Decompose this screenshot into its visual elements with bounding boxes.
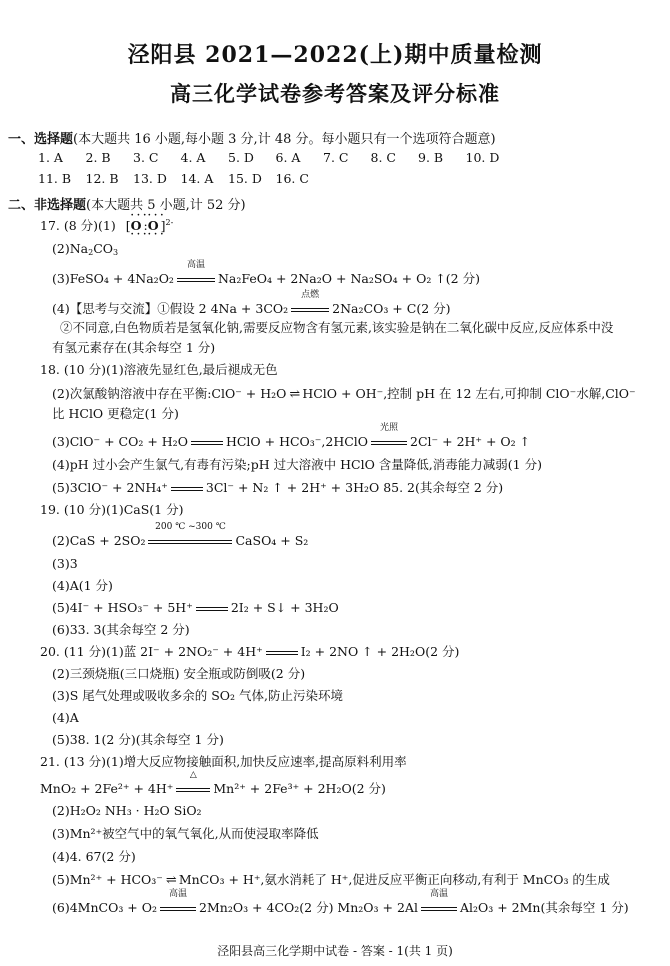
mc-answers-row-1 [38, 150, 513, 165]
q19-line-3: (3)3 [52, 556, 78, 571]
page-footer: 泾阳县高三化学期中试卷 - 答案 - 1(共 1 页) [217, 944, 453, 958]
q20-line-1: 20. (11 分)(1)蓝 2I⁻ + 2NO₂⁻ + 4H⁺ I₂ + 2NO ↑ + 2H₂O(2 分) [40, 644, 460, 659]
q21-line-1: 21. (13 分)(1)增大反应物接触面积,加快反应速率,提高原料利用率 [40, 754, 407, 769]
equilibrium-arrow: ⇌ [289, 387, 300, 402]
mc-answer: 7. C [323, 150, 349, 165]
mc-answer: 16. C [275, 171, 309, 186]
reaction-condition: 点燃 [291, 301, 329, 317]
mc-answer: 4. A [180, 150, 206, 165]
mc-answer: 1. A [38, 150, 63, 165]
mc-answers-row-2 [38, 171, 323, 186]
q21-line-7: (6)4MnCO₃ + O₂ 高温 2Mn₂O₃ + 4CO₂(2 分) Mn₂O₃ + 2Al 高温 Al₂O₃ + 2Mn(其余每空 1 分) [52, 889, 629, 915]
mc-answer: 6. A [275, 150, 301, 165]
q20-line-5: (5)38. 1(2 分)(其余每空 1 分) [52, 732, 224, 747]
q18-line-2: (2)次氯酸钠溶液中存在平衡:ClO⁻ + H₂O ⇌ HClO + OH⁻,控制 pH 在 12 左右,可抑制 ClO⁻水解,ClO⁻ [52, 386, 636, 402]
q19-line-4: (4)A(1 分) [52, 578, 113, 593]
q21-line-3: (2)H₂O₂ NH₃ · H₂O SiO₂ [52, 803, 202, 818]
reaction-condition: 高温 [421, 900, 457, 916]
q18-line-1: 18. (10 分)(1)溶液先显红色,最后褪成无色 [40, 362, 278, 377]
q19-line-2: (2)CaS + 2SO₂ 200 ℃ ~300 ℃ CaSO₄ + S₂ [52, 522, 309, 548]
reaction-condition: 200 ℃ ~300 ℃ [148, 533, 232, 549]
mc-answer: 14. A [180, 171, 214, 186]
mc-answer: 9. B [418, 150, 444, 165]
exam-title: 泾阳县 2021—2022(上)期中质量检测 [127, 42, 543, 68]
mc-answer: 8. C [370, 150, 396, 165]
q18-line-4: (3)ClO⁻ + CO₂ + H₂O HClO + HCO₃⁻,2HClO 光照 2Cl⁻ + 2H⁺ + O₂ ↑ [52, 423, 531, 449]
q19-line-6: (6)33. 3(其余每空 2 分) [52, 622, 190, 637]
q18-line-6: (5)3ClO⁻ + 2NH₄⁺ 3Cl⁻ + N₂ ↑ + 2H⁺ + 3H₂O 85. 2(其余每空 2 分) [52, 480, 504, 495]
mc-answer: 3. C [133, 150, 159, 165]
mc-answer: 15. D [228, 171, 262, 186]
reaction-condition: 光照 [371, 434, 407, 450]
q20-line-2: (2)三颈烧瓶(三口烧瓶) 安全瓶或防倒吸(2 分) [52, 666, 306, 681]
equilibrium-arrow: ⇌ [165, 873, 176, 888]
answer-key-title: 高三化学试卷参考答案及评分标准 [170, 81, 500, 106]
mc-answer: 11. B [38, 171, 72, 186]
reaction-condition: 高温 [177, 271, 215, 287]
q17-line-6: 有氢元素存在(其余每空 1 分) [52, 340, 216, 355]
section-2-desc: (本大题共 5 小题,计 52 分) [86, 198, 246, 213]
peroxide-formula: [· · · O · · ·:· · · O · · ·]$^{2-}$ [126, 218, 174, 233]
q19-line-1: 19. (10 分)(1)CaS(1 分) [40, 502, 184, 517]
q21-line-6: (5)Mn²⁺ + HCO₃⁻ ⇌ MnCO₃ + H⁺,氨水消耗了 H⁺,促进反应平衡正向移动,有利于 MnCO₃ 的生成 [52, 872, 610, 888]
q21-line-5: (4)4. 67(2 分) [52, 849, 136, 864]
reaction-condition: 高温 [160, 900, 196, 916]
q20-line-4: (4)A [52, 710, 79, 725]
q17-line-1: 17. (8 分)(1) [· · · O · · ·:· · · O · · ·]$^{2-}$ [40, 215, 173, 234]
q18-line-5: (4)pH 过小会产生氯气,有毒有污染;pH 过大溶液中 HClO 含量降低,消毒能力减弱(1 分) [52, 457, 542, 472]
q20-line-3: (3)S 尾气处理或吸收多余的 SO₂ 气体,防止污染环境 [52, 688, 343, 703]
q18-line-3: 比 HClO 更稳定(1 分) [52, 406, 179, 421]
section-2-heading [8, 194, 246, 213]
q17-line-3: (3)FeSO₄ + 4Na₂O₂ 高温 Na₂FeO₄ + 2Na₂O + Na₂SO₄ + O₂ ↑(2 分) [52, 260, 480, 286]
mc-answer: 13. D [133, 171, 167, 186]
mc-answer: 10. D [465, 150, 500, 165]
mc-answer: 5. D [228, 150, 254, 165]
q17-line-2: $(2)Na_2CO_3$ [52, 241, 119, 257]
q19-line-5: (5)4I⁻ + HSO₃⁻ + 5H⁺ 2I₂ + S↓ + 3H₂O [52, 600, 339, 615]
q17-line-5: ②不同意,白色物质若是氢氧化钠,需要反应物含有氢元素,该实验是钠在二氧化碳中反应,反应体系中没 [60, 320, 614, 335]
section-1-heading [8, 128, 496, 147]
q21-line-2: MnO₂ + 2Fe²⁺ + 4H⁺ △ Mn²⁺ + 2Fe³⁺ + 2H₂O(2 分) [40, 770, 386, 796]
q17-line-4: (4)【思考与交流】①假设 2 4Na + 3CO₂ 点燃 2Na₂CO₃ + C(2 分) [52, 290, 451, 316]
mc-answer: 2. B [85, 150, 111, 165]
reaction-condition: △ [176, 781, 210, 797]
q21-line-4: (3)Mn²⁺被空气中的氧气氧化,从而使浸取率降低 [52, 826, 319, 841]
mc-answer: 12. B [85, 171, 119, 186]
section-1-desc: (本大题共 16 小题,每小题 3 分,计 48 分。每小题只有一个选项符合题意) [73, 132, 496, 147]
section-1-title: 一、选择题 [8, 132, 74, 147]
section-2-title: 二、非选择题 [8, 198, 87, 213]
